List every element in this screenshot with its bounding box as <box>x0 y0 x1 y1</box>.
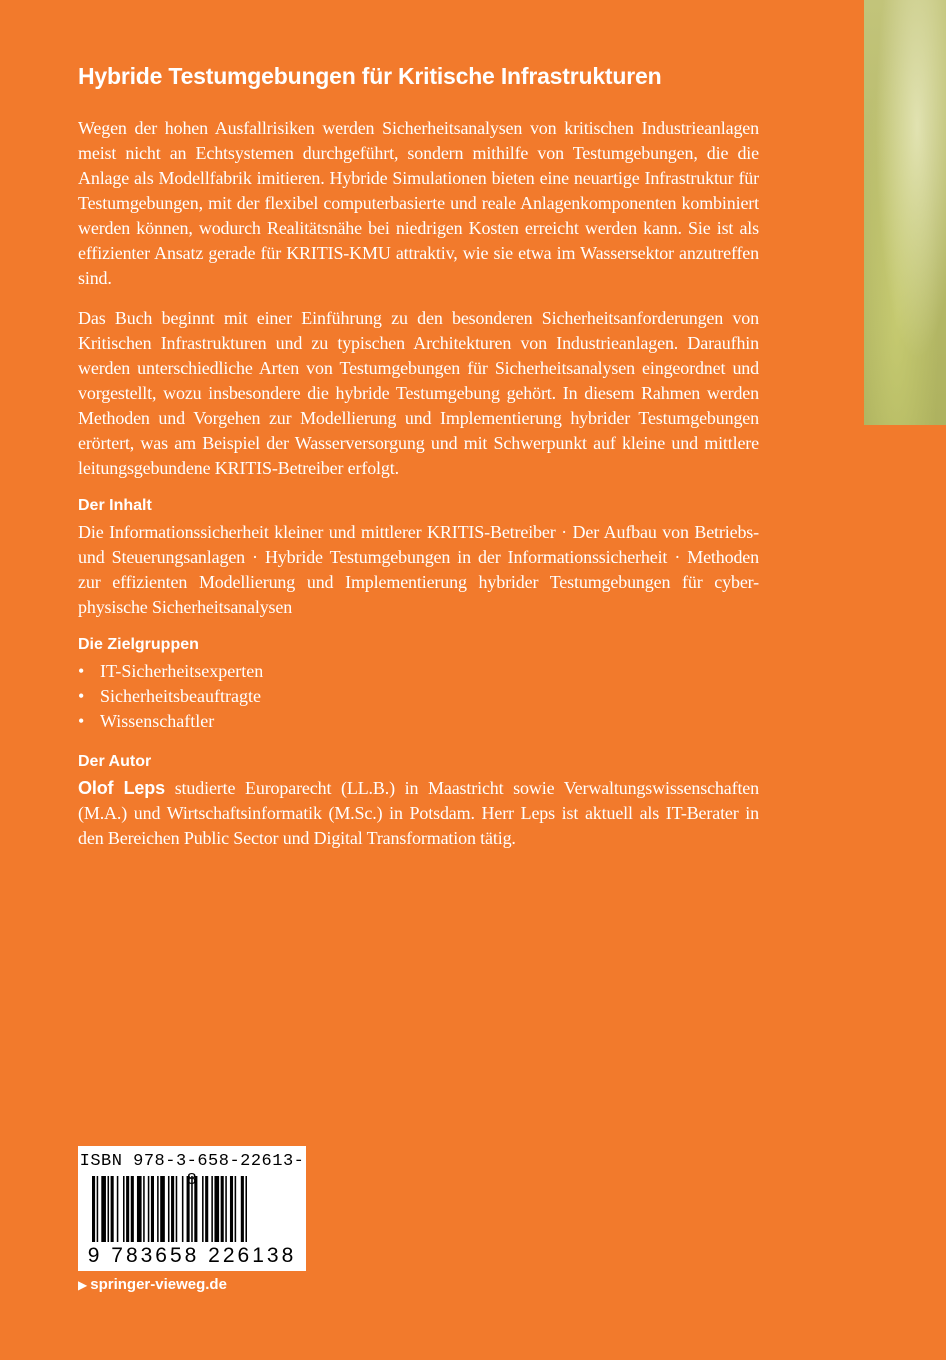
back-cover-text <box>78 116 759 866</box>
author-name: Olof Leps <box>78 778 165 798</box>
book-title: Hybride Testumgebungen für Kritische Infrastrukturen <box>78 63 662 89</box>
description-paragraph-2: Das Buch beginnt mit einer Einführung zu den besonderen Sicherheitsanforderungen von Kritischen Infrastrukturen und zu typischen Architekturen von Industrieanlagen. Daraufhin werden unterschiedliche Arten von Testumgebungen für Sicherheitsanalysen eingeordnet und vorgestellt, wozu insbesondere die hybride Testumgebung gehört. In diesem Rahmen werden Methoden und Vorgehen zur Modellierung und Implementierung hybrider Testumgebungen erörtert, was am Beispiel der Wasserversorgung und mit Schwerpunkt auf kleine und mittlere leitungsgebundene KRITIS-Betreiber erfolgt. <box>78 308 759 478</box>
cover-photo-strip <box>864 0 946 425</box>
inhalt-heading: Der Inhalt <box>78 497 152 514</box>
publisher-link[interactable] <box>78 1276 227 1293</box>
list-item: • Sicherheitsbeauftragte <box>78 684 759 709</box>
isbn-label: ISBN 978-3-658-22613-8 <box>79 1152 305 1190</box>
zielgruppen-list <box>78 659 759 734</box>
inhalt-text: Die Informationssicherheit kleiner und mittlerer KRITIS-Betreiber · Der Aufbau von Betriebs- und Steuerungsanlagen · Hybride Testumgebungen in der Informationssicherheit · Methoden zur effizienten Modellierung und Implementierung hybrider Testumgebungen für cyber-physische Sicherheitsanalysen <box>78 522 759 617</box>
isbn-barcode <box>78 1146 306 1271</box>
barcode-digits: 9 783658 226138 <box>87 1244 297 1267</box>
autor-text <box>78 776 759 851</box>
barcode-icon <box>92 1176 292 1242</box>
list-item: • Wissenschaftler <box>78 709 759 734</box>
arrow-icon: ▶ <box>78 1278 88 1292</box>
author-bio: studierte Europarecht (LL.B.) in Maastricht sowie Verwaltungswissenschaften (M.A.) und Wirtschaftsinformatik (M.Sc.) in Potsdam. Herr Leps ist aktuell als IT-Berater in den Bereichen Public Sector und Digital Transformation tätig. <box>78 778 759 848</box>
autor-heading: Der Autor <box>78 753 152 770</box>
list-item: • IT-Sicherheitsexperten <box>78 659 759 684</box>
description-paragraph-1: Wegen der hohen Ausfallrisiken werden Sicherheitsanalysen von kritischen Industrieanlagen meist nicht an Echtsystemen durchgeführt, sondern mithilfe von Testumgebungen, die die Anlage als Modellfabrik imitieren. Hybride Simulationen bieten eine neuartige Infrastruktur für Testumgebungen, mit der flexibel computerbasierte und reale Anlagenkomponenten kombiniert werden können, wodurch Realitätsnähe bei niedrigen Kosten erreicht werden kann. Sie ist als effizienter Ansatz gerade für KRITIS-KMU attraktiv, wie sie etwa im Wassersektor anzutreffen sind. <box>78 118 759 288</box>
zielgruppen-heading: Die Zielgruppen <box>78 636 199 653</box>
publisher-url: springer-vieweg.de <box>90 1276 227 1293</box>
